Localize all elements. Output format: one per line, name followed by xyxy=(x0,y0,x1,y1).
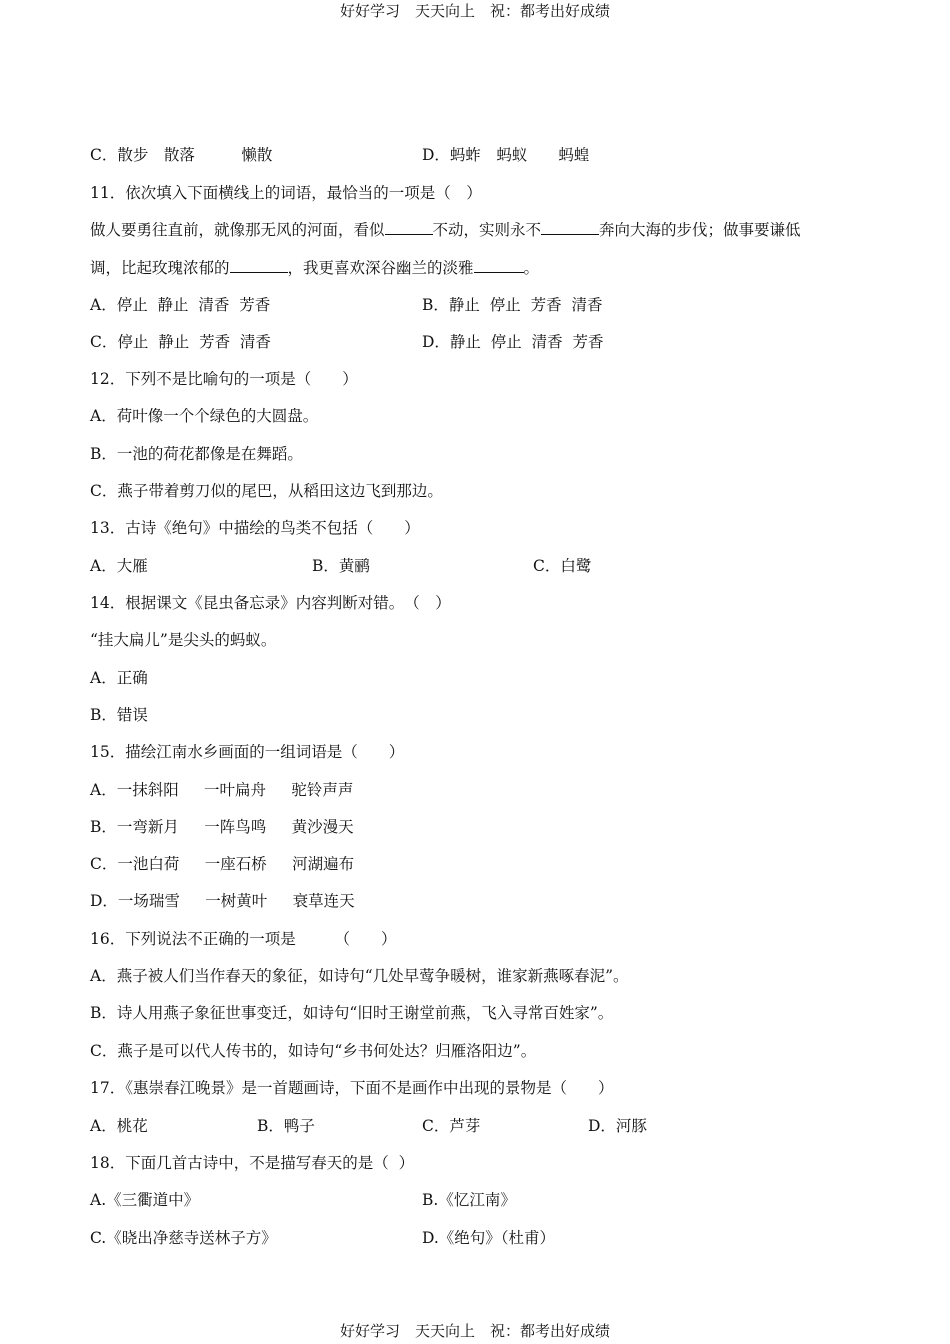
q13-option-b: B．黄鹂 xyxy=(312,557,370,575)
q18-option-a: A.《三衢道中》 xyxy=(90,1191,200,1209)
q11-option-d: D．静止 停止 清香 芳香 xyxy=(422,333,604,351)
q11-passage-part: 不动，实则永不 xyxy=(432,221,542,239)
q18-stem: 18．下面几首古诗中，不是描写春天的是（ ） xyxy=(90,1154,415,1172)
q11-passage-line-2 xyxy=(90,258,539,278)
q16-option-c: C．燕子是可以代人传书的，如诗句“乡书何处达？归雁洛阳边”。 xyxy=(90,1042,537,1060)
q12-stem: 12．下列不是比喻句的一项是（ ） xyxy=(90,370,358,388)
q11-stem: 11．依次填入下面横线上的词语，最恰当的一项是（ ） xyxy=(90,184,482,202)
q17-option-b: B．鸭子 xyxy=(257,1117,315,1135)
q18-option-b: B.《忆江南》 xyxy=(422,1191,516,1209)
q15-option-d: D．一场瑞雪 一树黄叶 衰草连天 xyxy=(90,892,355,910)
q16-option-a: A．燕子被人们当作春天的象征，如诗句“几处早莺争暖树，谁家新燕啄春泥”。 xyxy=(90,967,629,985)
fill-blank xyxy=(230,258,288,273)
q18-option-c: C.《晓出净慈寺送林子方》 xyxy=(90,1229,277,1247)
q14-stem: 14．根据课文《昆虫备忘录》内容判断对错。 （ ） xyxy=(90,594,451,612)
q10-option-c: C．散步 散落 懒散 xyxy=(90,146,273,164)
q11-option-a: A．停止 静止 清香 芳香 xyxy=(90,296,271,314)
q17-option-d: D．河豚 xyxy=(588,1117,647,1135)
q11-passage-part: 调，比起玫瑰浓郁的 xyxy=(90,259,230,277)
q17-stem: 17．《惠崇春江晚景》是一首题画诗，下面不是画作中出现的景物是（ ） xyxy=(90,1079,614,1097)
fill-blank xyxy=(541,220,599,235)
q13-stem: 13．古诗《绝句》中描绘的鸟类不包括（ ） xyxy=(90,519,420,537)
q11-passage-part: 。 xyxy=(523,259,540,277)
q14-statement: “挂大扁儿”是尖头的蚂蚁。 xyxy=(90,631,277,649)
q18-option-d: D.《绝句》（杜甫） xyxy=(422,1229,556,1247)
q13-option-c: C．白鹭 xyxy=(533,557,592,575)
q12-option-c: C．燕子带着剪刀似的尾巴，从稻田这边飞到那边。 xyxy=(90,482,443,500)
q16-option-b: B．诗人用燕子象征世事变迁，如诗句“旧时王谢堂前燕，飞入寻常百姓家”。 xyxy=(90,1004,614,1022)
q11-passage-part: 奔向大海的步伐；做事要谦低 xyxy=(599,221,801,239)
page-header: 好好学习 天天向上 祝：都考出好成绩 xyxy=(339,2,610,20)
q15-option-a: A．一抹斜阳 一叶扁舟 驼铃声声 xyxy=(90,781,354,799)
q14-option-b: B．错误 xyxy=(90,706,148,724)
q11-option-c: C．停止 静止 芳香 清香 xyxy=(90,333,271,351)
q11-passage-part: ，我更喜欢深谷幽兰的淡雅 xyxy=(287,259,474,277)
page-footer: 好好学习 天天向上 祝：都考出好成绩 xyxy=(339,1322,610,1340)
q11-option-b: B．静止 停止 芳香 清香 xyxy=(422,296,603,314)
q15-stem: 15．描绘江南水乡画面的一组词语是（ ） xyxy=(90,743,405,761)
q15-option-b: B．一弯新月 一阵鸟鸣 黄沙漫天 xyxy=(90,818,354,836)
q17-option-a: A．桃花 xyxy=(90,1117,148,1135)
q13-option-a: A．大雁 xyxy=(90,557,148,575)
q11-passage-line-1 xyxy=(90,220,801,240)
q17-option-c: C．芦芽 xyxy=(422,1117,481,1135)
q10-option-d: D．蚂蚱 蚂蚁 蚂蝗 xyxy=(422,146,590,164)
q16-stem: 16．下列说法不正确的一项是 （ ） xyxy=(90,930,397,948)
q11-passage-part: 做人要勇往直前，就像那无风的河面，看似 xyxy=(90,221,385,239)
q14-option-a: A．正确 xyxy=(90,669,148,687)
fill-blank xyxy=(385,220,433,235)
fill-blank xyxy=(474,258,524,273)
q12-option-b: B．一池的荷花都像是在舞蹈。 xyxy=(90,445,303,463)
q15-option-c: C．一池白荷 一座石桥 河湖遍布 xyxy=(90,855,355,873)
q12-option-a: A．荷叶像一个个绿色的大圆盘。 xyxy=(90,407,319,425)
